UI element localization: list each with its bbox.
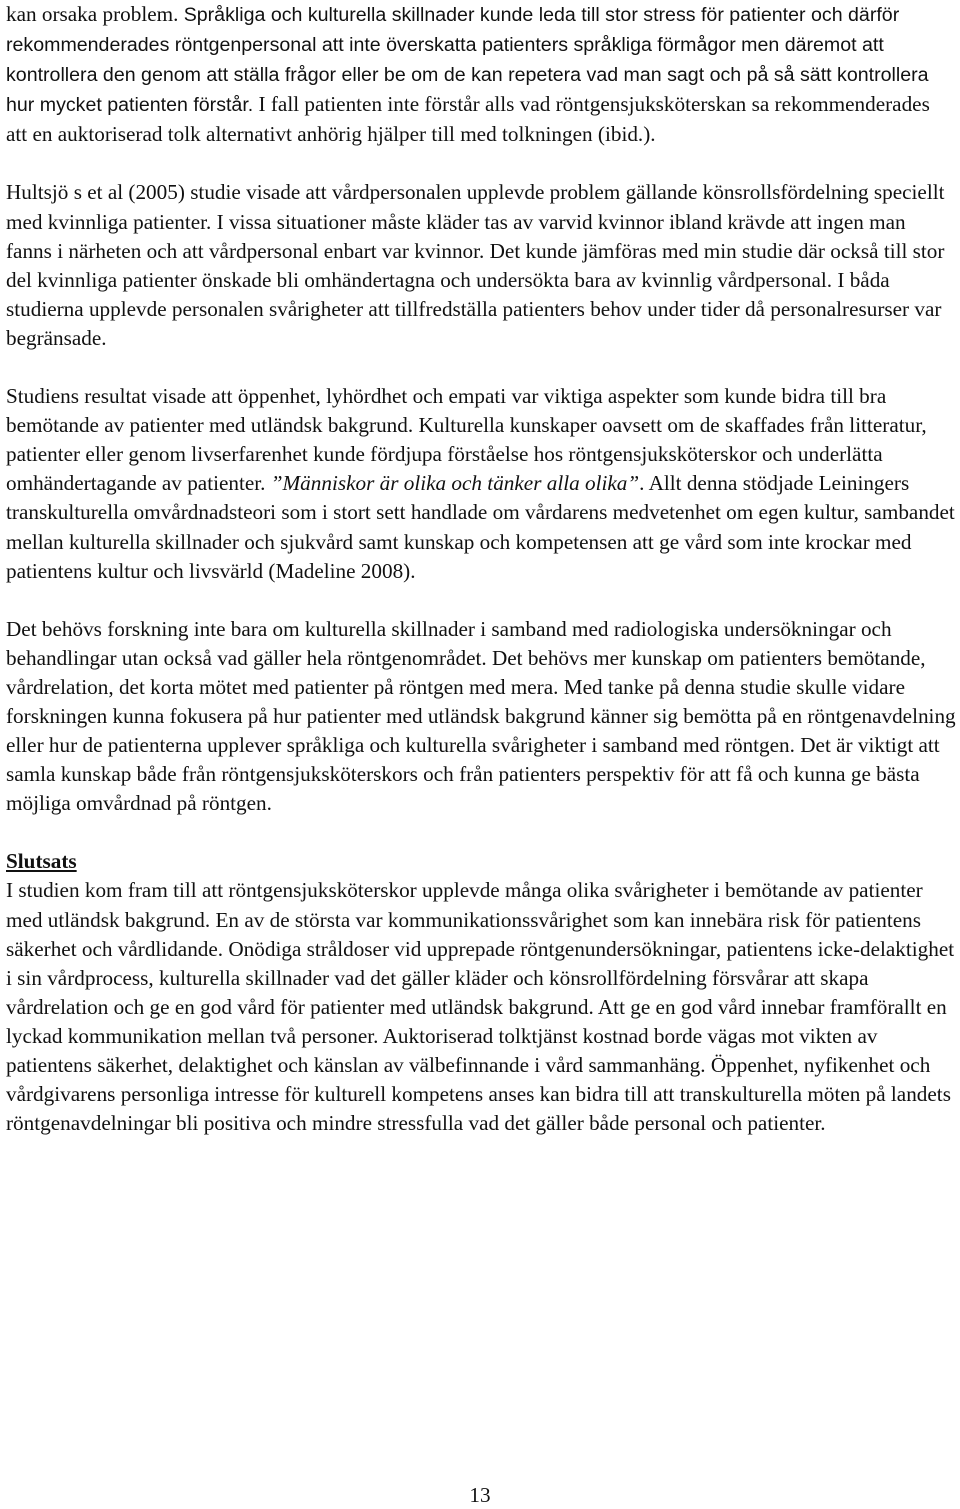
paragraph-3 [6, 382, 956, 586]
paragraph-3-part-2: . Allt denna stödjade Leiningers transkulturella omvårdnadsteori som i stort sett handlade om vårdarens medvetenhet om egen kultur, sambandet mellan kulturella skillnader och sjukvård samt kunskap och kompetensen att ge vård som inte krockar med patientens kultur och livsvärld (Madeline 2008). [6, 471, 955, 583]
page-number: 13 [469, 1483, 491, 1507]
section-heading: Slutsats [6, 849, 77, 874]
paragraph-2 [6, 178, 956, 353]
conclusion-section [6, 847, 956, 1138]
paragraph-2-text: Hultsjö s et al (2005) studie visade att vårdpersonalen upplevde problem gällande könsrollsfördelning speciellt med kvinnliga patienter. I vissa situationer måste kläder tas av varvid kvinnor ibland krävde att ingen man fanns i närheten och att vårdpersonal enbart var kvinnor. Det kunde jämföras med min studie där också till stor del kvinnliga patienter önskade bli omhändertagna och undersökta bara av kvinnlig vårdpersonal. I båda studierna upplevde personalen svårigheter att tillfredställa patienters behov under tider då personalresurser var begränsade. [6, 180, 945, 350]
paragraph-1-part-3: I fall patienten inte förstår alls vad röntgensjuksköterskan sa rekommenderades att en auktoriserad tolk alternativt anhörig hjälper till med tolkningen (ibid.). [6, 92, 930, 147]
paragraph-4 [6, 615, 956, 819]
paragraph-4-text: Det behövs forskning inte bara om kulturella skillnader i samband med radiologiska undersökningar och behandlingar utan också vad gäller hela röntgenområdet. Det behövs mer kunskap om patienters bemötande, vårdrelation, det korta mötet med patienter på röntgen med mera. Med tanke på denna studie skulle vidare forskningen kunna fokusera på hur patienter med utländsk bakgrund känner sig bemötta på en röntgenavdelning eller hur de patienterna upplever språkliga och kulturella svårigheter i samband med röntgen. Det är viktigt att samla kunskap både från röntgensjuksköterskors och från patienters perspektiv för att få och kunna ge bästa möjliga omvårdnad på röntgen. [6, 616, 956, 816]
paragraph-3-quote: ”Människor är olika och tänker alla olika” [270, 471, 640, 496]
paragraph-1-part-1: kan orsaka problem. [6, 2, 184, 26]
paragraph-1-part-2: Språkliga och kulturella skillnader kunde leda till stor stress för patienter och därför rekommenderades röntgenpersonal att inte överskatta patienters språkliga förmågor men däremot att kontrollera den genom att ställa frågor eller be om de kan repetera vad man sagt och på så sätt kontrollera hur mycket patienten förstår. [6, 4, 929, 117]
document-page [6, 0, 956, 1138]
paragraph-1 [6, 0, 956, 149]
paragraph-3-part-1: Studiens resultat visade att öppenhet, lyhördhet och empati var viktiga aspekter som kunde bidra till bra bemötande av patienter med utländsk bakgrund. Kulturella kunskaper oavsett om de skaffades från litteratur, patienter eller genom livserfarenhet kunde fördjupa förståelse hos röntgensjuksköterskor och underlätta omhändertagande av patienter. [6, 384, 927, 496]
conclusion-paragraph: I studien kom fram till att röntgensjuksköterskor upplevde många olika svårigheter i bemötande av patienter med utländsk bakgrund. En av de största var kommunikationssvårighet som kan innebära risk för patientens säkerhet och vårdlidande. Onödiga stråldoser vid upprepade röntgenundersökningar, patientens icke-delaktighet i sin vårdprocess, kulturella skillnader vad det gäller kläder och könsrollfördelning försvårar att skapa vårdrelation och ge en god vård för patienter med utländsk bakgrund. Att ge en god vård innebar framförallt en lyckad kommunikation mellan två personer. Auktoriserad tolktjänst kostnad borde vägas mot vikten av patientens säkerhet, delaktighet och känslan av välbefinnande i vård sammanhäng. Öppenhet, nyfikenhet och vårdgivarens personliga intresse för kulturell kompetens anses kan bidra till att transkulturella möten på landets röntgenavdelningar bli positiva och mindre stressfulla vad det gäller både personal och patienter. [6, 878, 955, 1136]
